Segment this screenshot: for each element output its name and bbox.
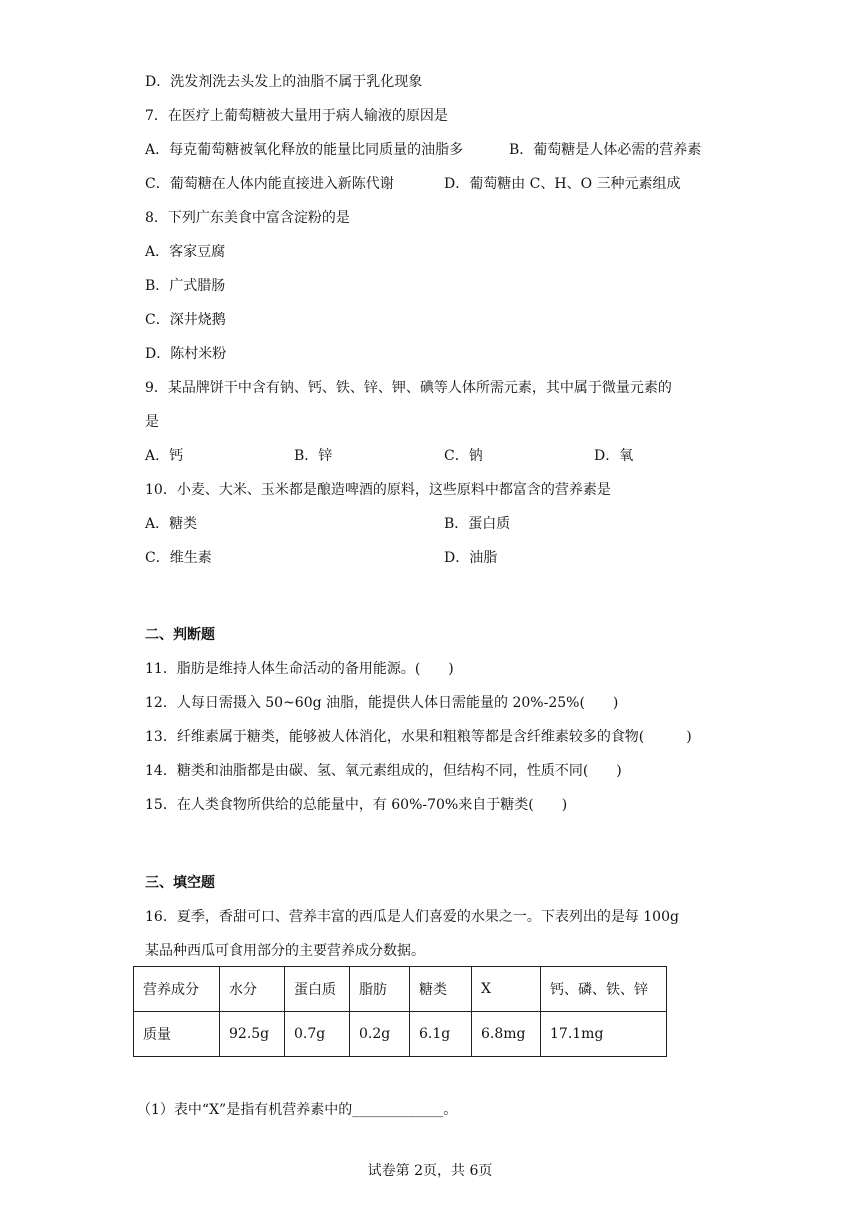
q8-option-a: A．客家豆腐 [145,244,226,260]
q9-option-b: B．锌 [294,448,333,464]
judge-item-12: 12．人每日需摄入 50~60g 油脂，能提供人体日需能量的 20%-25%( ) [145,695,619,711]
q9-option-a: A．钙 [145,448,184,464]
nutrition-table [133,966,667,1057]
table-row [134,1012,667,1057]
page-footer: 试卷第 2页，共 6页 [367,1163,493,1179]
q8-option-c: C．深井烧鹅 [145,312,226,328]
table-cell: 0.7g [285,1012,350,1057]
q6-option-d: D．洗发剂洗去头发上的油脂不属于乳化现象 [145,74,423,90]
q7-stem: 7．在医疗上葡萄糖被大量用于病人输液的原因是 [145,108,448,124]
q16-stem-line2: 某品种西瓜可食用部分的主要营养成分数据。 [145,943,425,959]
q10-option-c: C．维生素 [145,550,212,566]
table-header-cell: 水分 [220,967,285,1012]
q16-stem-line1: 16．夏季，香甜可口、营养丰富的西瓜是人们喜爱的水果之一。下表列出的是每 100g [145,909,679,925]
q10-stem: 10．小麦、大米、玉米都是酿造啤酒的原料，这些原料中都富含的营养素是 [145,482,611,498]
q9-option-d: D．氧 [594,448,634,464]
table-cell: 92.5g [220,1012,285,1057]
section3-title: 三、填空题 [145,875,215,891]
judge-item-13: 13．纤维素属于糖类，能够被人体消化，水果和粗粮等都是含纤维素较多的食物( ) [145,729,692,745]
table-header-cell: 钙、磷、铁、锌 [541,967,667,1012]
table-cell: 0.2g [350,1012,410,1057]
table-cell: 6.1g [410,1012,472,1057]
q9-stem-line1: 9．某品牌饼干中含有钠、钙、铁、锌、钾、碘等人体所需元素，其中属于微量元素的 [145,380,672,396]
table-header-cell: 蛋白质 [285,967,350,1012]
table-cell: 17.1mg [541,1012,667,1057]
q7-option-c: C．葡萄糖在人体内能直接进入新陈代谢 [145,176,394,192]
q10-option-a: A．糖类 [145,516,198,532]
q8-option-b: B．广式腊肠 [145,278,226,294]
judge-item-15: 15．在人类食物所供给的总能量中，有 60%-70%来自于糖类( ) [145,797,568,813]
q9-option-c: C．钠 [444,448,483,464]
table-cell: 质量 [134,1012,220,1057]
table-header-cell: 脂肪 [350,967,410,1012]
table-cell: 6.8mg [472,1012,541,1057]
table-header-cell: X [472,967,541,1012]
q10-option-d: D．油脂 [444,550,498,566]
judge-item-11: 11．脂肪是维持人体生命活动的备用能源。( ) [145,661,454,677]
table-header-row [134,967,667,1012]
q9-stem-line2: 是 [145,414,159,430]
q8-stem: 8．下列广东美食中富含淀粉的是 [145,210,350,226]
q8-option-d: D．陈村米粉 [145,346,227,362]
q7-option-b: B．葡萄糖是人体必需的营养素 [509,142,702,158]
q16-sub1: （1）表中“X”是指有机营养素中的_____________。 [137,1102,458,1118]
section2-title: 二、判断题 [145,627,215,643]
q7-option-a: A．每克葡萄糖被氧化释放的能量比同质量的油脂多 [145,142,464,158]
table-header-cell: 营养成分 [134,967,220,1012]
table-header-cell: 糖类 [410,967,472,1012]
q10-option-b: B．蛋白质 [444,516,511,532]
judge-item-14: 14．糖类和油脂都是由碳、氢、氧元素组成的，但结构不同，性质不同( ) [145,763,622,779]
q7-option-d: D．葡萄糖由 C、H、O 三种元素组成 [444,176,681,192]
